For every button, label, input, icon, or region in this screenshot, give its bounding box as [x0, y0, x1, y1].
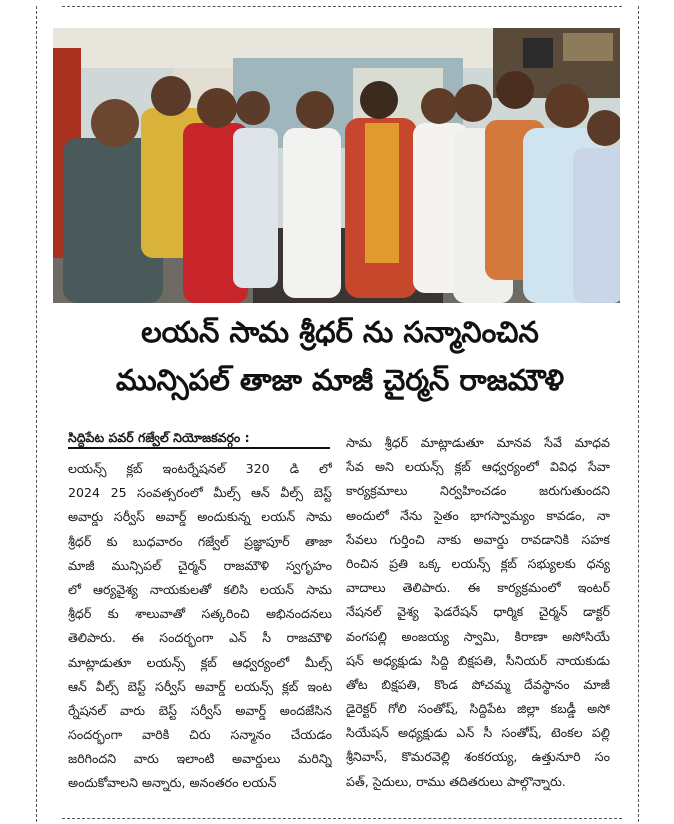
headline-line-1: లయన్ సామ శ్రీధర్ ను సన్మానించిన: [141, 315, 539, 349]
article-column-2: [346, 431, 610, 794]
article-column-1: [68, 457, 332, 796]
article-line: లో ఆర్యవైశ్య నాయకులతో కలిసి లయన్ సామ: [68, 581, 332, 597]
article-line: శ్రీనివాస్, కొమరవెల్లి శంకరయ్య, ఉత్తునూరి సం: [346, 749, 610, 765]
article-line: అవార్డు సర్వీస్ అవార్డ్ అందుకున్న లయన్ సామ: [68, 509, 332, 525]
article-line: ర్నేషనల్ వారు బెస్ట్ సర్వీస్ అవార్డ్ అందజేసిన: [68, 702, 332, 718]
article-line: డైరెక్టర్ గోలి సంతోష్, సిద్దిపేట జిల్లా కబడ్డీ అసో: [346, 701, 610, 717]
left-border: [36, 6, 37, 822]
article-line: కార్యక్రమాలు నిర్వహించడం జరుగుతుందని: [346, 483, 610, 499]
article-line: అందుకోవాలని అన్నారు, అనంతరం లయన్: [68, 775, 277, 791]
article-line: మాజీ మున్సిపల్ చైర్మన్ రాజమౌళి స్వగృహం: [68, 557, 332, 573]
article-line: 2024 25 సంవత్సరంలో మీల్స్ ఆన్ వీల్స్ బెస్ట్: [68, 485, 332, 501]
article-line: లయన్స్ క్లబ్ ఇంటర్నేషనల్ 320 డి లో: [68, 461, 332, 476]
news-photo: [53, 28, 620, 303]
group-photo-illustration: [53, 28, 620, 303]
article-line: తోట బిక్షపతి, కొండ పోచమ్మ దేవస్థానం మాజీ: [346, 676, 610, 692]
article-line: వాదాలు తెలిపారు. ఈ కార్యక్రమంలో ఇంటర్: [346, 580, 610, 596]
article-line: తెలిపారు. ఈ సందర్భంగా ఎన్ సీ రాజమౌళి: [68, 630, 332, 646]
article-line: పత్, సైదులు, రాము తదితరులు పాల్గొన్నారు.: [346, 773, 566, 789]
article-line: ఆన్ వీల్స్ బెస్ట్ సర్వీస్ అవార్డ్ లయన్స్ క్లబ్ ఇంట: [68, 678, 332, 694]
article-line: సామ శ్రీధర్ మాట్లాడుతూ మానవ సేవే మాధవ: [346, 435, 610, 450]
article-line: రించిన ప్రతి ఒక్క లయన్స్ క్లబ్ సభ్యులకు ధన్య: [346, 555, 610, 571]
article-line: వంగపల్లి అంజయ్య స్వామి, కిరాణా అసోసియే: [346, 628, 610, 644]
article-line: మాట్లాడుతూ లయన్స్ క్లబ్ ఆధ్వర్యంలో మీల్స్: [68, 654, 332, 670]
article-line: సేవలు గుర్తించి నాకు అవార్డు రావడానికి సహక: [346, 531, 610, 547]
bottom-border: [62, 818, 622, 819]
article-line: జరిగిందని వారు ఇలాంటి అవార్డులు మరిన్ని: [68, 751, 332, 767]
article-line: సందర్భంగా వారికి చిరు సన్మానం చేయడం: [68, 727, 332, 743]
article-line: షన్ అధ్యక్షుడు సిద్ది బిక్షపతి, సీనియర్ నాయకుడు: [346, 652, 610, 668]
article-line: సేవ అని లయన్స్ క్లబ్ ఆధ్వర్యంలో వివిధ సేవా: [346, 459, 610, 475]
article-line: శ్రీధర్ కు శాలువాతో సత్కరించి అభినందనలు: [68, 606, 332, 622]
dateline: సిద్దిపేట పవర్ గజ్వేల్ నియోజకవర్గం :: [68, 429, 330, 449]
article-line: అందులో నేను సైతం భాగస్వామ్యం కావడం, నా: [346, 507, 610, 523]
article-line: నేషనల్ వైశ్య ఫెడరేషన్ ధార్మిక చైర్మన్ డాక్టర్: [346, 604, 610, 620]
headline-line-2: మున్సిపల్ తాజా మాజీ చైర్మన్ రాజమౌళి: [115, 363, 565, 397]
article-line: సియేషన్ అధ్యక్షుడు ఎన్ సీ సంతోష్, టెంకల పల్లి: [346, 725, 610, 741]
article-line: శ్రీధర్ కు బుధవారం గజ్వేల్ ప్రజ్ఞాపూర్ తాజా: [68, 533, 332, 549]
right-border: [638, 6, 639, 822]
top-border: [62, 6, 622, 7]
